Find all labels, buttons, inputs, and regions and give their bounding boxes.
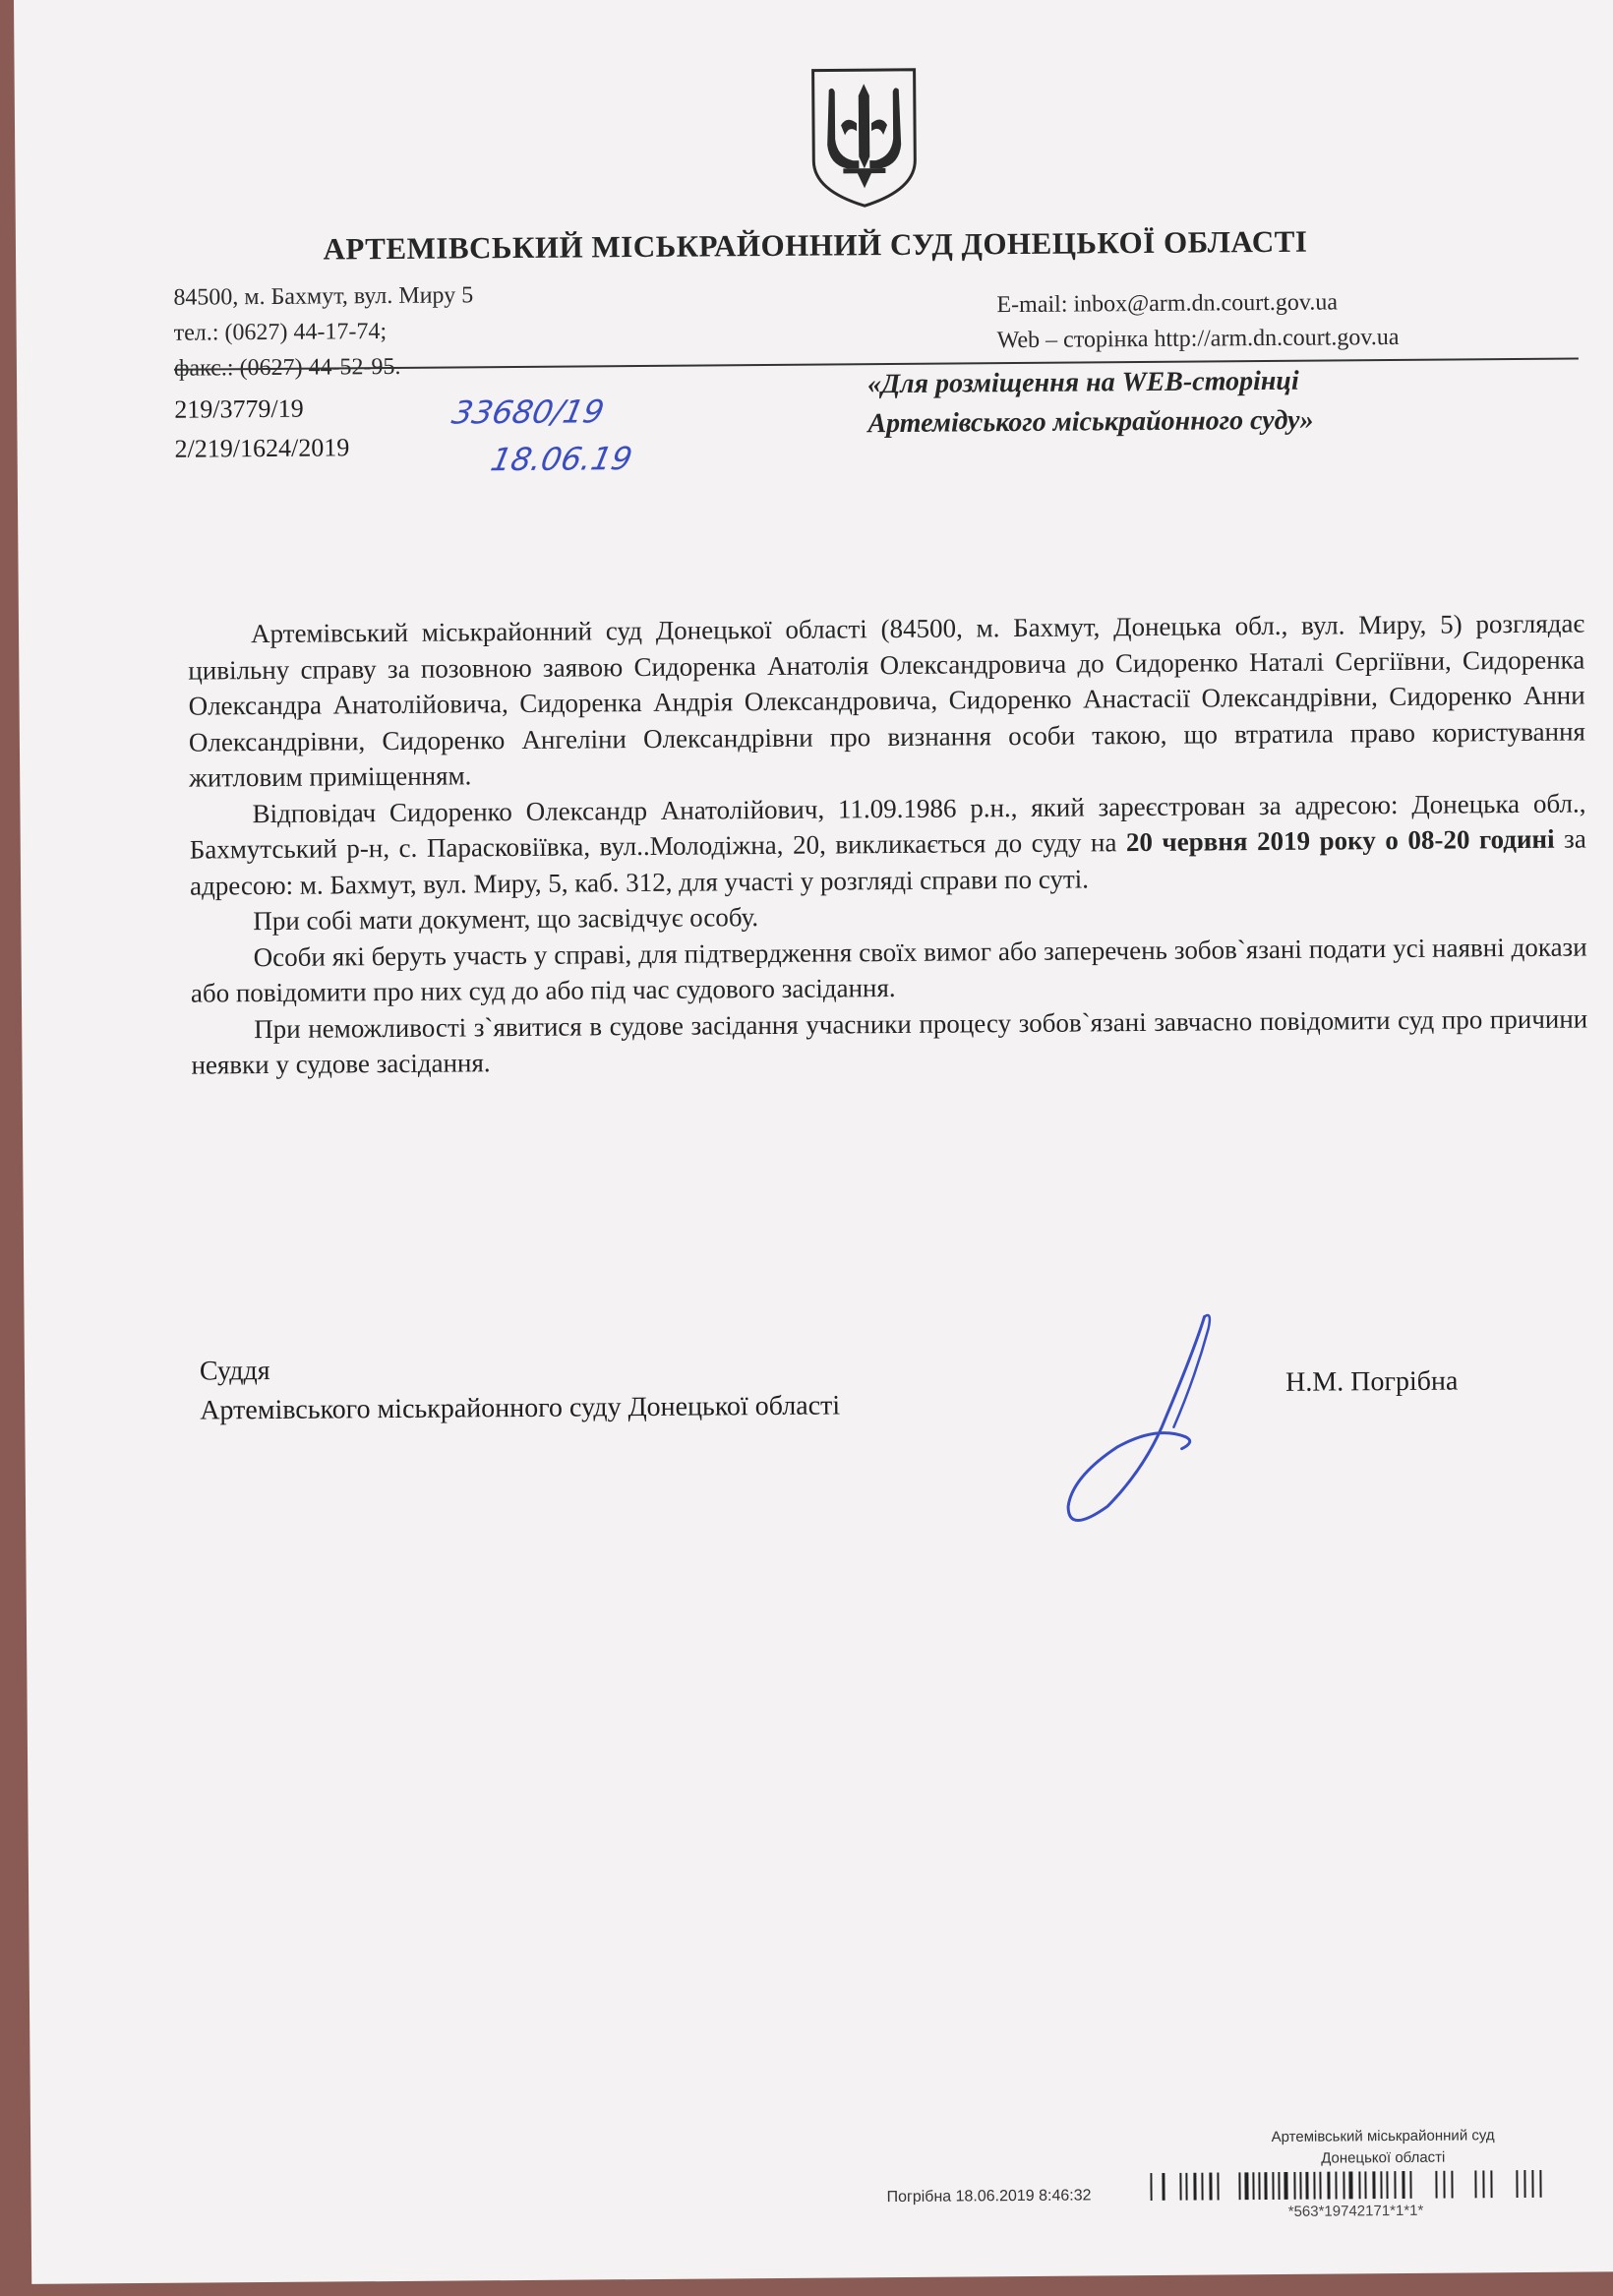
web-publication-note xyxy=(867,362,1314,445)
judge-title-block xyxy=(200,1347,840,1430)
summons-text-a: Відповідач Сидоренко Олександр Анатолійович, 11.09.1986 р.н., який зареєстрован за адресою: Донецька обл., Бахмутський р-н, с. Парасковіївка, вул..Молодіжна, 20, викликається до суду на xyxy=(189,787,1586,865)
paragraph-case-description: Артемівський міськрайонний суд Донецької області (84500, м. Бахмут, Донецька обл., вул. Миру, 5) розглядає цивільну справу за позовною заявою Сидоренка Анатолія Олександровича до Сидоренко Наталі Сергіївни, Сидоренка Олександра Анатолійовича, Сидоренка Андрія Олександровича, Сидоренко Анастасії Олександрівни, Сидоренко Анни Олександрівни, Сидоренко Ангеліни Олександрівни про визнання особи такою, що втратила право користування житловим приміщенням. xyxy=(188,608,1586,793)
coat-of-arms-trident-icon xyxy=(807,66,922,211)
judge-court: Артемівського міськрайонного суду Донецької області xyxy=(200,1390,841,1426)
summons-text-b: за адресою: м. Бахмут, вул. Миру, 5, каб. 312, для участі у розгляді справи по суті. xyxy=(189,823,1586,901)
court-fax: факс.: (0627) 44-52-95. xyxy=(173,353,401,382)
document-barcode xyxy=(1150,2169,1602,2201)
judge-role: Суддя xyxy=(199,1355,270,1387)
e-stamp-organization xyxy=(1221,2125,1545,2171)
handwritten-signature xyxy=(1046,1308,1245,1532)
hearing-datetime: 20 червня 2019 року о 08-20 годині xyxy=(1125,823,1555,858)
court-contacts-block xyxy=(996,284,1399,358)
document-page xyxy=(14,0,1613,2284)
handwritten-incoming-number: 33680/19 xyxy=(448,393,608,432)
web-note-line1: «Для розміщення на WEB-сторінці xyxy=(866,365,1299,400)
proceeding-number: 2/219/1624/2019 xyxy=(174,433,350,463)
court-title: АРТЕМІВСЬКИЙ МІСЬКРАЙОННИЙ СУД ДОНЕЦЬКОЇ ОБЛАСТІ xyxy=(323,223,1308,267)
handwritten-incoming-date: 18.06.19 xyxy=(487,440,636,479)
e-stamp-org-line2: Донецької області xyxy=(1321,2148,1446,2167)
paragraph-id-document: При собі мати документ, що засвідчує особу. xyxy=(253,902,759,937)
court-email: E-mail: inbox@arm.dn.court.gov.ua xyxy=(996,289,1339,319)
case-number: 219/3779/19 xyxy=(174,393,304,424)
paragraph-summons xyxy=(189,785,1586,904)
notice-body xyxy=(188,605,1588,1083)
e-stamp-signed-by: Погрібна 18.06.2019 8:46:32 xyxy=(886,2187,1092,2206)
court-address: 84500, м. Бахмут, вул. Миру 5 xyxy=(173,282,474,311)
registration-numbers xyxy=(174,389,349,468)
e-stamp-org-line1: Артемівський міськрайонний суд xyxy=(1271,2127,1495,2146)
paragraph-evidence: Особи які беруть участь у справі, для підтвердження своїх вимог або заперечень зобов`язані подати усі наявні докази або повідомити про них суд до або під час судового засідання. xyxy=(190,931,1587,1008)
barcode-number: *563*19742171*1*1* xyxy=(1287,2202,1424,2220)
web-note-line2: Артемівського міськрайонного суду» xyxy=(867,404,1314,440)
judge-name: Н.М. Погрібна xyxy=(1284,1365,1459,1398)
paragraph-absence-notice: При неможливості з`явитися в судове засідання учасники процесу зобов`язані завчасно повідомити суд про причини неявки у судове засідання. xyxy=(191,1002,1588,1080)
court-web: Web – сторінка http://arm.dn.court.gov.ua xyxy=(996,324,1400,354)
court-phone: тел.: (0627) 44-17-74; xyxy=(173,319,388,346)
